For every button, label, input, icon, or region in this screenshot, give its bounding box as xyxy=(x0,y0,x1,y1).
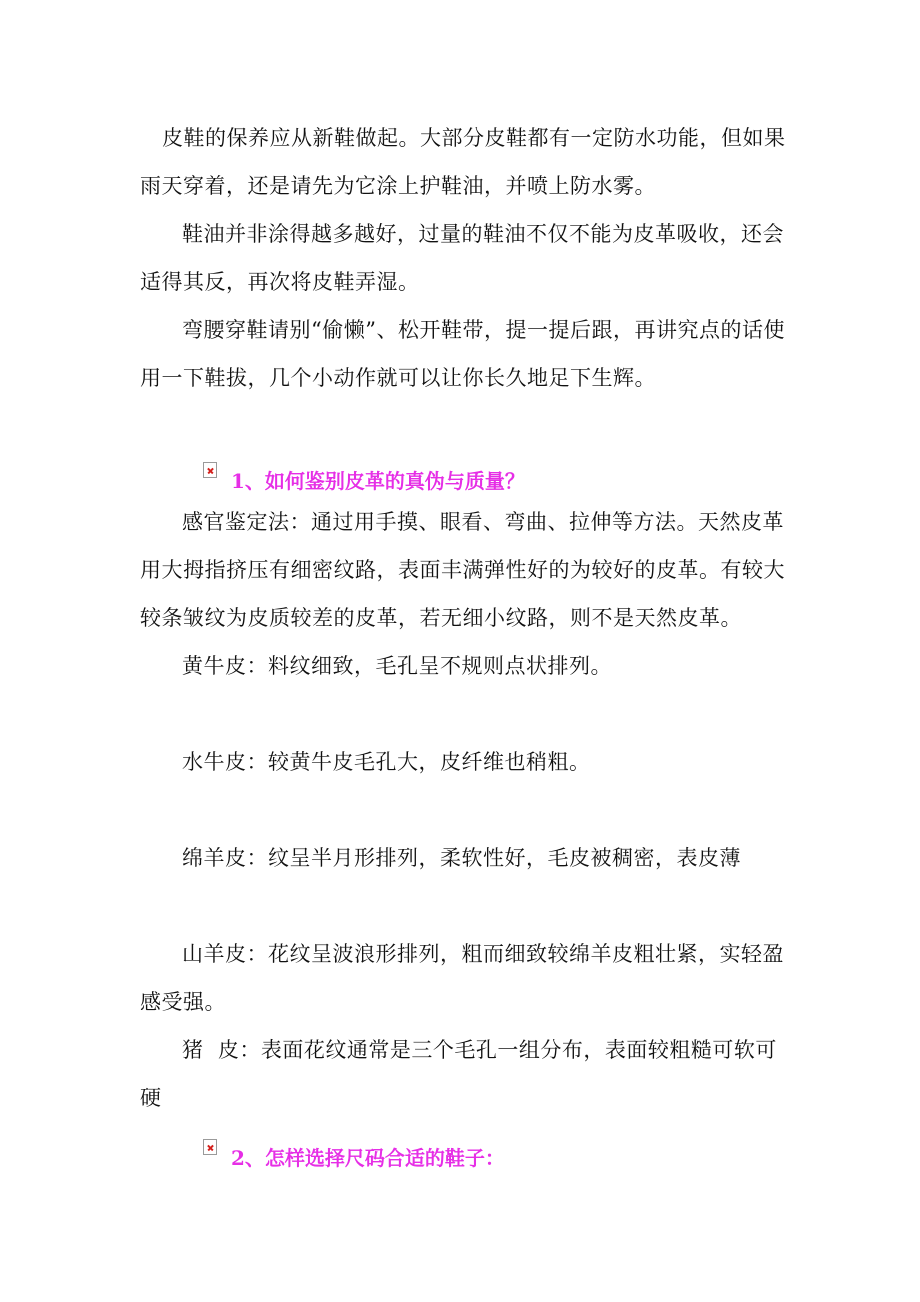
paragraph-line: 绵羊皮：纹呈半月形排列，柔软性好，毛皮被稠密，表皮薄 xyxy=(182,846,741,870)
paragraph-line: 用一下鞋拔，几个小动作就可以让你长久地足下生辉。 xyxy=(140,366,656,390)
paragraph-line: 鞋油并非涂得越多越好，过量的鞋油不仅不能为皮革吸收，还会 xyxy=(182,222,784,246)
broken-image-icon xyxy=(203,1139,217,1155)
section-heading-1 xyxy=(203,464,525,494)
paragraph-line: 水牛皮：较黄牛皮毛孔大，皮纤维也稍粗。 xyxy=(182,750,591,774)
paragraph-line: 用大拇指挤压有细密纹路，表面丰满弹性好的为较好的皮革。有较大 xyxy=(140,558,785,582)
paragraph-line: 猪 皮：表面花纹通常是三个毛孔一组分布，表面较粗糙可软可 xyxy=(182,1038,777,1062)
section-heading-text: 2、怎样选择尺码合适的鞋子： xyxy=(231,1145,505,1170)
paragraph-line: 弯腰穿鞋请别“偷懒”、松开鞋带，提一提后跟，再讲究点的话使 xyxy=(182,318,785,342)
paragraph-line: 雨天穿着，还是请先为它涂上护鞋油，并喷上防水雾。 xyxy=(140,174,656,198)
section-heading-2 xyxy=(203,1141,505,1171)
paragraph-line: 感受强。 xyxy=(140,990,226,1014)
paragraph-line: 较条皱纹为皮质较差的皮革，若无细小纹路，则不是天然皮革。 xyxy=(140,606,742,630)
paragraph-line: 黄牛皮：料纹细致，毛孔呈不规则点状排列。 xyxy=(182,654,612,678)
paragraph-line: 感官鉴定法：通过用手摸、眼看、弯曲、拉伸等方法。天然皮革 xyxy=(182,510,784,534)
section-heading-text: 1、如何鉴别皮革的真伪与质量？ xyxy=(231,468,525,493)
paragraph-line: 适得其反，再次将皮鞋弄湿。 xyxy=(140,270,420,294)
paragraph-line: 山羊皮：花纹呈波浪形排列，粗而细致较绵羊皮粗壮紧，实轻盈 xyxy=(182,942,784,966)
paragraph-line: 皮鞋的保养应从新鞋做起。大部分皮鞋都有一定防水功能，但如果 xyxy=(162,126,786,150)
paragraph-line: 硬 xyxy=(140,1086,162,1110)
broken-image-icon xyxy=(203,462,217,478)
